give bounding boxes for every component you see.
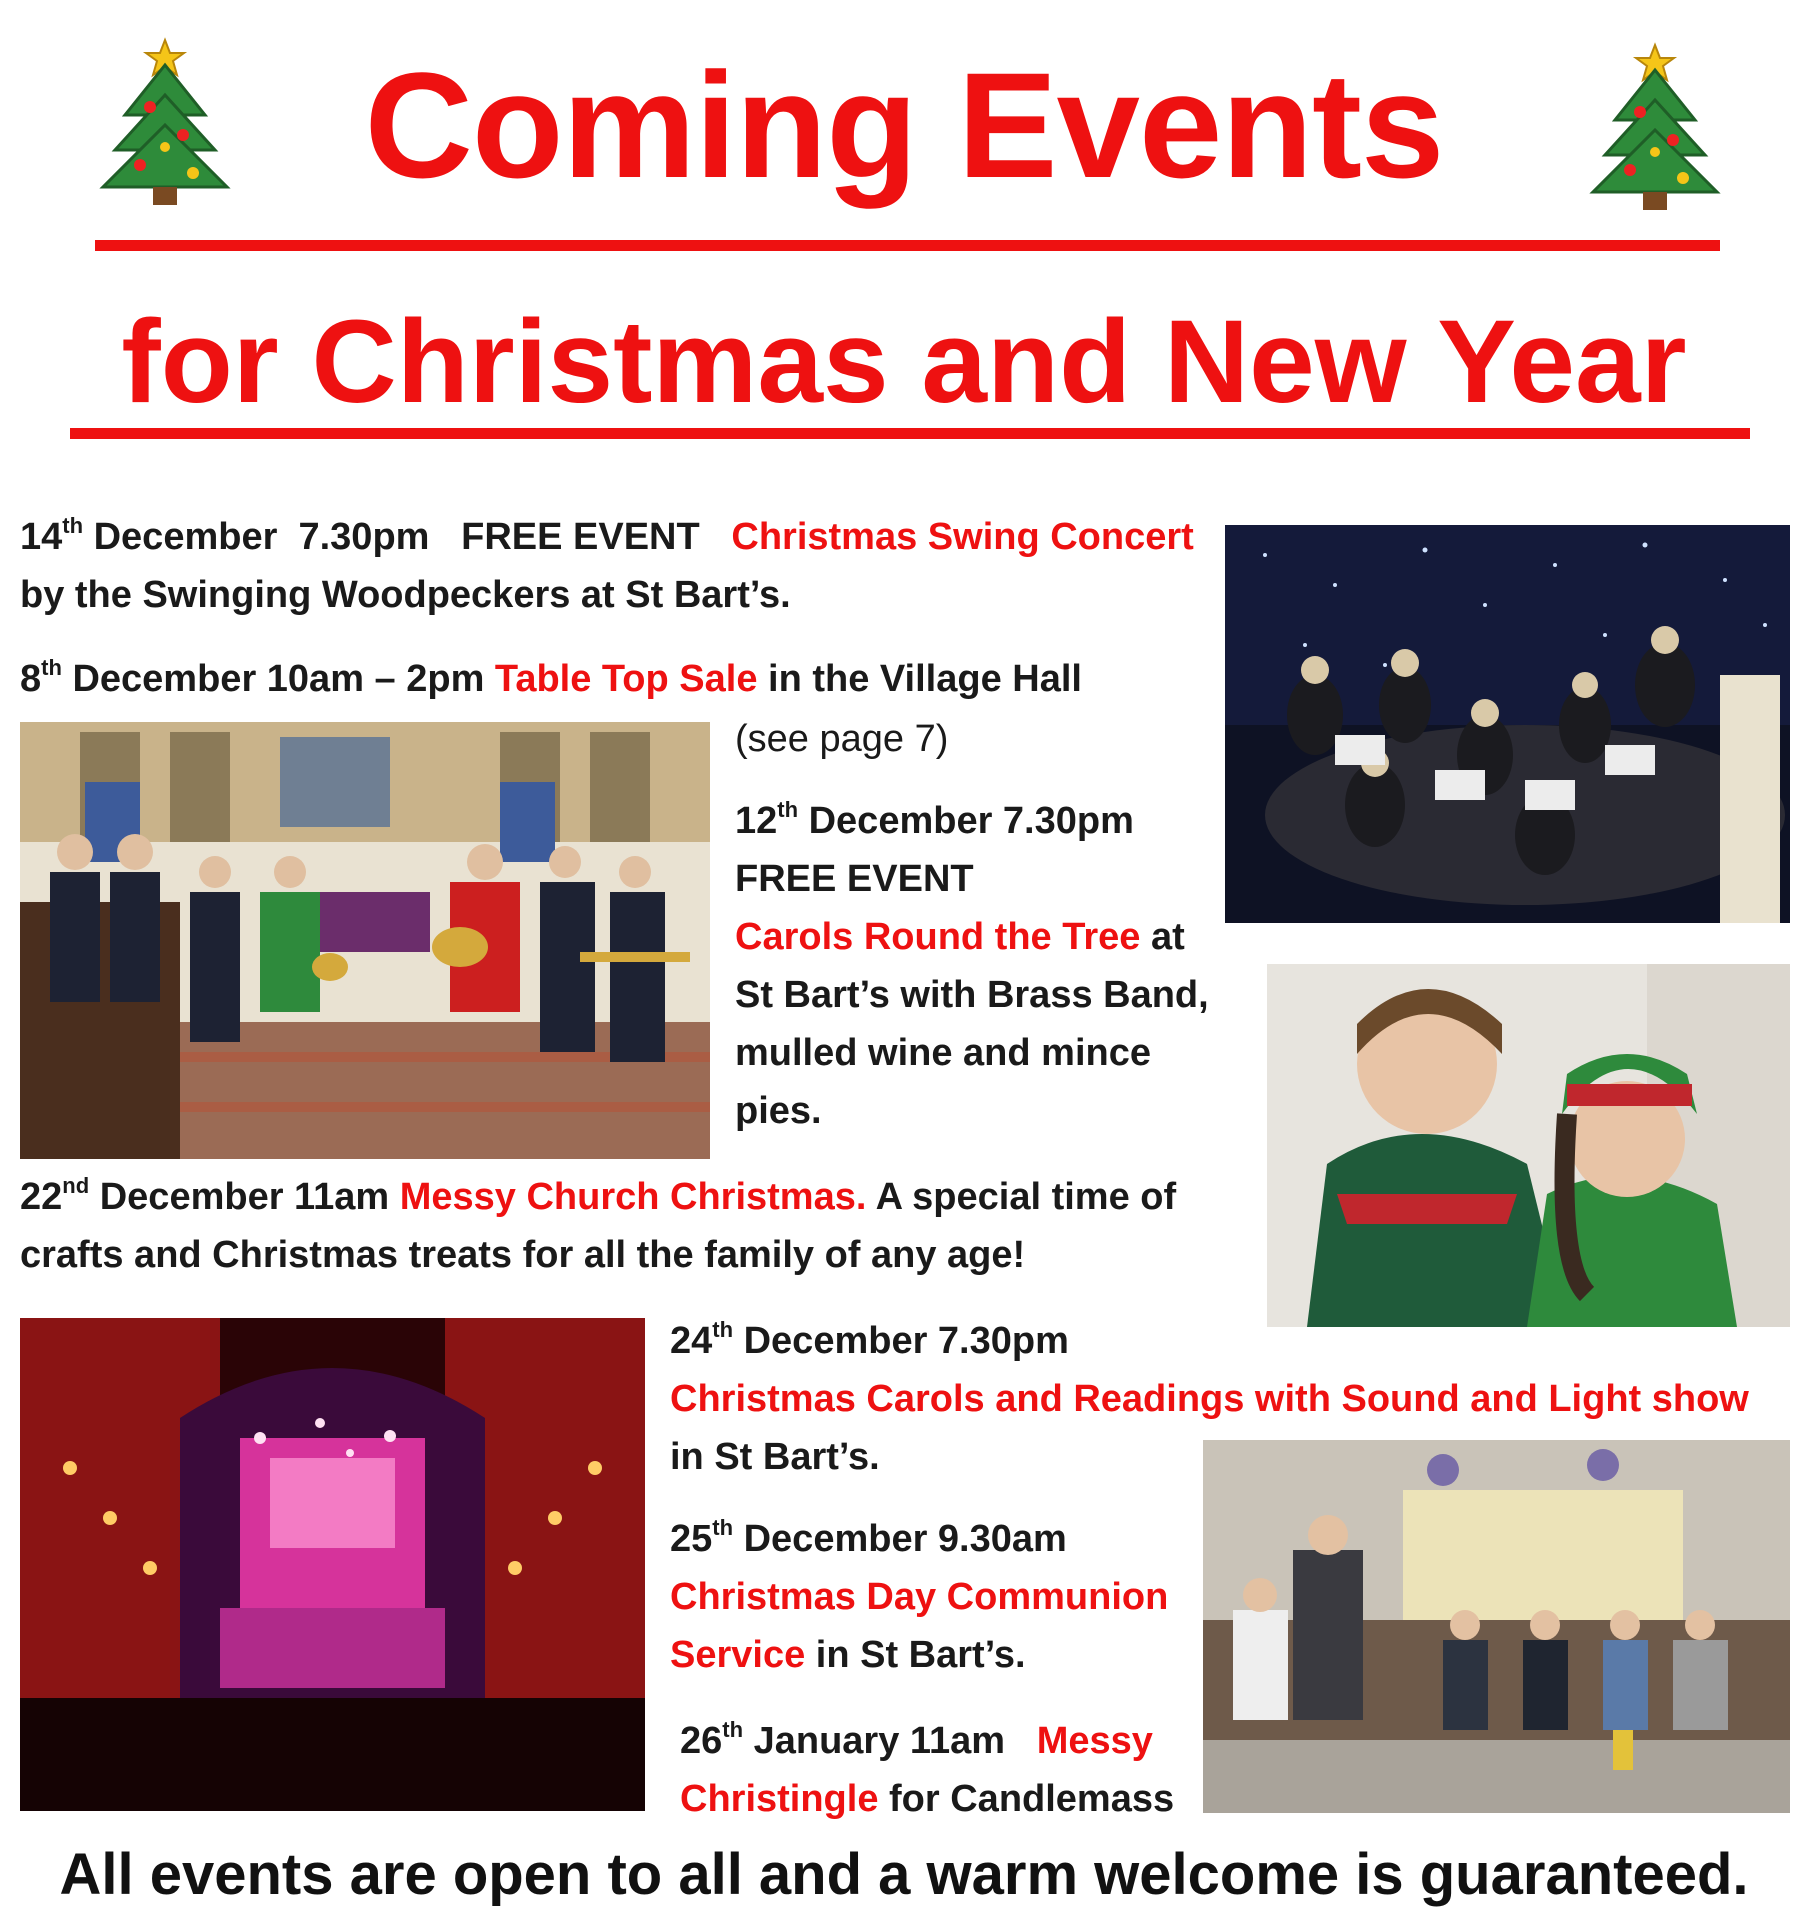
event-location: in the Village Hall [757,658,1082,700]
event-note: (see page 7) [735,718,949,760]
event-day: 24 [670,1320,713,1362]
event-details: pies. [735,1090,822,1132]
event-day: 22 [20,1176,63,1218]
event-name: Christmas Day Communion [670,1576,1169,1618]
event-details: crafts and Christmas treats for all the family of any age! [20,1234,1026,1276]
event-details: by the Swinging Woodpeckers at St Bart’s. [20,574,791,616]
event-name: Christmas Carols and Readings with Sound and Light show [670,1378,1749,1420]
event-when: December 9.30am [733,1518,1067,1560]
event-details: for Candlemass [878,1778,1175,1820]
page-subtitle: for Christmas and New Year [121,296,1687,428]
event-day: 12 [735,800,778,842]
photo-elf-girls [1267,964,1790,1327]
event-ordinal: th [62,513,84,538]
event-details: in St Bart’s. [670,1436,880,1478]
event-when: December 7.30pm [798,800,1134,842]
event-name: Service [670,1634,806,1676]
event-name: Carols Round the Tree [735,916,1141,958]
event-day: 14 [20,516,63,558]
event-table-top-sale [20,650,1220,708]
event-ordinal: th [41,655,62,680]
event-carols-round-tree [735,792,1215,1140]
event-when: January 11am [743,1720,1037,1762]
photo-children-church [1203,1440,1790,1813]
footer-welcome-message: All events are open to all and a warm welcome is guaranteed. [59,1842,1749,1907]
event-swing-concert [20,508,1220,624]
event-name: Table Top Sale [494,658,758,700]
event-name: Messy [1036,1720,1153,1762]
event-details: in St Bart’s. [805,1634,1026,1676]
event-name: Christingle [680,1778,879,1820]
event-ordinal: th [722,1717,744,1742]
event-day: 8 [20,658,42,700]
event-details: A special time of [866,1176,1177,1218]
event-when: December 7.30pm FREE EVENT [83,516,732,558]
event-details: mulled wine and mince [735,1032,1151,1074]
photo-brass-band [20,722,710,1159]
event-messy-church [20,1168,1240,1284]
event-name: Messy Church Christmas. [399,1176,867,1218]
event-details: at [1140,916,1185,958]
title-underline [95,240,1720,251]
event-when: December 7.30pm [733,1320,1069,1362]
subtitle-underline [70,428,1750,439]
event-free-label: FREE EVENT [735,858,974,900]
event-name: Christmas Swing Concert [731,516,1194,558]
event-ordinal: th [712,1515,734,1540]
event-christingle [680,1712,1200,1828]
event-ordinal: th [712,1317,734,1342]
event-when: December 10am – 2pm [61,658,495,700]
event-day: 25 [670,1518,713,1560]
photo-swing-band [1225,525,1790,923]
event-communion [670,1510,1190,1684]
event-day: 26 [680,1720,723,1762]
event-ordinal: th [777,797,799,822]
event-details: St Bart’s with Brass Band, [735,974,1209,1016]
page-title: Coming Events [364,41,1444,209]
event-when: December 11am [89,1176,400,1218]
photo-church-light-show [20,1318,645,1811]
event-ordinal: nd [62,1173,90,1198]
